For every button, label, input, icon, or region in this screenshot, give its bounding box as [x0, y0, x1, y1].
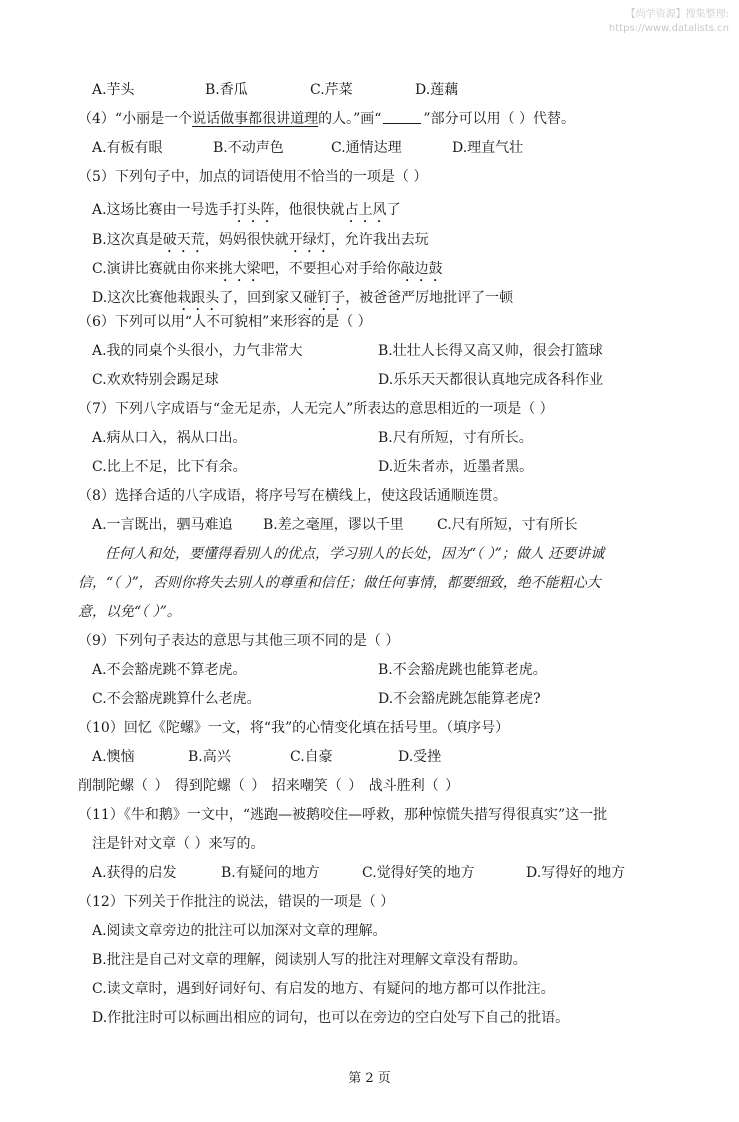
q5-a-dotted-1: 打头阵: [232, 202, 275, 218]
q11-stem-line1: （11）《牛和鹅》一文中，“逃跑—被鹅咬住—呼救，那种惊慌失措写得很真实”这一批: [78, 807, 608, 823]
q5-option-b: [92, 230, 429, 256]
q12-stem: （12）下列关于作批注的说法，错误的一项是（ ）: [78, 894, 395, 910]
q6-stem: （6）下列可以用“人不可貌相”来形容的是（ ）: [78, 314, 372, 330]
q4-stem-pre: （4）“小丽是一个: [78, 111, 193, 127]
q5-d-mid: 了，回到家又: [219, 290, 304, 306]
q3-option-b: B.香瓜: [205, 82, 248, 98]
q8-option-b: B.差之毫厘，谬以千里: [263, 517, 404, 533]
q7-option-c: C.比上不足，比下有余。: [92, 459, 247, 475]
q5-b-post: ，允许我出去玩: [330, 232, 429, 248]
q10-option-c: C.自豪: [290, 749, 333, 765]
watermark: [609, 8, 729, 36]
q10-option-d: D.受挫: [398, 749, 442, 765]
q8-stem: （8）选择合适的八字成语，将序号写在横线上，使这段话通顺连贯。: [78, 488, 507, 504]
q11-stem-line2: 注是针对文章（ ）来写的。: [92, 836, 265, 852]
q12-option-b: B.批注是自己对文章的理解，阅读别人写的批注对理解文章没有帮助。: [92, 952, 527, 968]
q7-option-d: D.近朱者赤，近墨者黑。: [378, 459, 534, 475]
q5-d-dotted-2: 碰钉子: [303, 290, 346, 306]
q5-c-pre: C.演讲比赛就由你来: [92, 261, 219, 277]
q8-paragraph-line1: 任何人和处，要懂得看别人的优点，学习别人的长处，因为“（ ）”；做人 还要讲诚: [105, 546, 605, 562]
q5-d-post: ，被爸爸严厉地批评了一顿: [345, 290, 514, 306]
q4-underlined-phrase: 说话做事都很讲道理: [192, 111, 319, 127]
q4-option-c: C.通情达理: [331, 140, 402, 156]
q7-option-b: B.尺有所短，寸有所长。: [378, 430, 533, 446]
q10-option-a: A.懊恼: [92, 749, 135, 765]
page-number: 第 2 页: [348, 1071, 391, 1086]
q3-option-d: D.莲藕: [415, 82, 459, 98]
q6-option-d: D.乐乐天天都很认真地完成各科作业: [378, 372, 604, 388]
watermark-line1: 【尚学资源】搜集整理:: [625, 9, 729, 20]
q5-stem: （5）下列句子中，加点的词语使用不恰当的一项是（ ）: [78, 169, 428, 185]
q5-d-dotted-1: 栽跟头: [177, 290, 220, 306]
q9-option-d: D.不会豁虎跳怎能算老虎?: [378, 691, 541, 707]
q5-c-dotted-2: 敲边鼓: [400, 261, 443, 277]
q5-option-d: [92, 288, 513, 314]
q5-a-mid: ，他很快就: [274, 202, 345, 218]
q4-option-d: D.理直气壮: [452, 140, 524, 156]
q3-option-a: A.芋头: [92, 82, 135, 98]
q12-option-c: C.读文章时，遇到好词好句、有启发的地方、有疑问的地方都可以作批注。: [92, 981, 555, 997]
q4-option-a: A.有板有眼: [92, 140, 163, 156]
q4-option-b: B.不动声色: [213, 140, 284, 156]
q8-option-a: A.一言既出，驷马难追: [92, 517, 233, 533]
q10-fill-line: 削制陀螺（ ） 得到陀螺（ ） 招来嘲笑（ ） 战斗胜利（ ）: [78, 778, 460, 794]
q5-a-dotted-2: 占上风: [344, 202, 387, 218]
q8-paragraph-line3: 意，以免“（ ）”。: [78, 604, 181, 620]
q8-option-c: C.尺有所短，寸有所长: [437, 517, 578, 533]
q5-b-dotted-2: 开绿灯: [288, 232, 331, 248]
q4-stem-mid: 的人。”画“: [318, 111, 382, 127]
q11-option-a: A.获得的启发: [92, 865, 177, 881]
q7-option-a: A.病从口入，祸从口出。: [92, 430, 247, 446]
q3-option-c: C.芹菜: [310, 82, 353, 98]
q4-stem-post: ”部分可以用（ ）代替。: [423, 111, 576, 127]
q6-option-c: C.欢欢特别会踢足球: [92, 372, 219, 388]
q5-b-mid: ，妈妈很快就: [204, 232, 289, 248]
q10-option-b: B.高兴: [188, 749, 231, 765]
q7-stem: （7）下列八字成语与“金无足赤，人无完人”所表达的意思相近的一项是（ ）: [78, 401, 554, 417]
q8-paragraph-line2: 信，“（ ）”，否则你将失去别人的尊重和信任；做任何事情，都要细致，绝不能粗心大: [78, 575, 601, 591]
q5-option-c: [92, 259, 443, 285]
q5-a-post: 了: [386, 202, 401, 218]
q9-option-c: C.不会豁虎跳算什么老虎。: [92, 691, 261, 707]
q4-stem: [78, 109, 575, 129]
q5-option-a: [92, 200, 401, 226]
q5-b-dotted-1: 破天荒: [162, 232, 205, 248]
q9-option-a: A.不会豁虎跳不算老虎。: [92, 662, 247, 678]
q5-b-pre: B.这次真是: [92, 232, 163, 248]
q5-c-mid: 吧，不要担心对手给你: [260, 261, 401, 277]
q12-option-d: D.作批注时可以标画出相应的词句，也可以在旁边的空白处写下自己的批语。: [92, 1010, 570, 1026]
q6-option-b: B.壮壮人长得又高又帅，很会打篮球: [378, 343, 603, 359]
q9-stem: （9）下列句子表达的意思与其他三项不同的是（ ）: [78, 633, 400, 649]
watermark-line2: https://www.datalists.cn: [608, 23, 729, 34]
q11-option-b: B.有疑问的地方: [221, 865, 320, 881]
q5-a-pre: A.这场比赛由一号选手: [92, 202, 233, 218]
q12-option-a: A.阅读文章旁边的批注可以加深对文章的理解。: [92, 923, 387, 939]
q5-d-pre: D.这次比赛他: [92, 290, 178, 306]
q5-c-dotted-1: 挑大梁: [218, 261, 261, 277]
q4-blank-line: [383, 109, 421, 124]
q9-option-b: B.不会豁虎跳也能算老虎。: [378, 662, 547, 678]
q6-option-a: A.我的同桌个头很小，力气非常大: [92, 343, 303, 359]
q11-option-d: D.写得好的地方: [526, 865, 626, 881]
q11-option-c: C.觉得好笑的地方: [362, 865, 475, 881]
q10-stem: （10）回忆《陀螺》一文，将“我”的心情变化填在括号里。（填序号）: [78, 720, 510, 736]
